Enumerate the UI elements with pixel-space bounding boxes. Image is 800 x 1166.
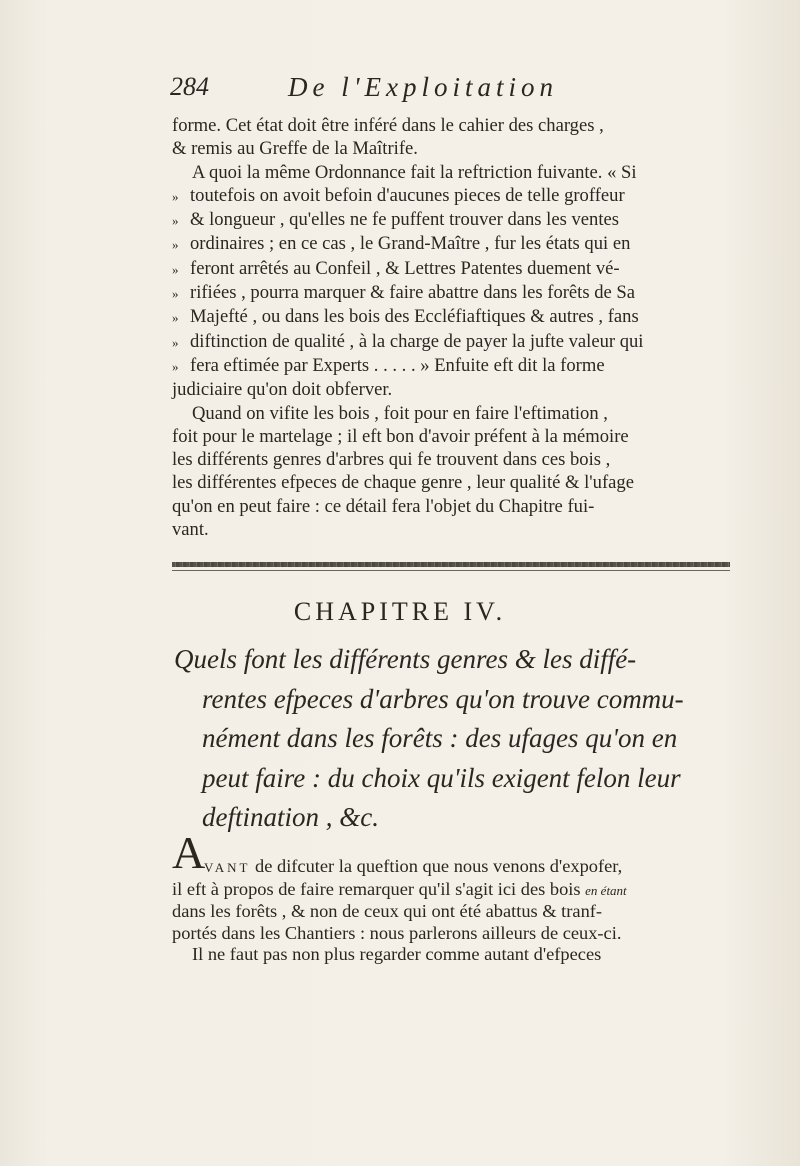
quote-mark: » [172,286,179,302]
running-title: De l'Exploitation [288,72,558,102]
text-line: feront arrêtés au Confeil , & Lettres Patentes duement vé- [190,257,620,279]
quote-mark: » [172,261,179,277]
text-line: forme. Cet état doit être inféré dans le cahier des charges , [172,115,604,136]
text-line: fera eftimée par Experts . . . . . » Enfuite eft dit la forme [190,354,605,376]
text-line: les différents genres d'arbres qui fe trouvent dans ces bois , [172,449,611,471]
text-line: les différentes efpeces de chaque genre , leur qualité & l'ufage [172,472,634,494]
italic-note: en étant [585,882,627,898]
quote-mark: » [172,334,179,350]
chapter-heading: CHAPITRE IV. [293,597,507,626]
text-line: de difcuter la queftion que nous venons d'expofer, [255,856,623,876]
text-line: toutefois on avoit befoin d'aucunes pieces de telle groffeur [190,184,625,206]
text-line: ordinaires ; en ce cas , le Grand-Maître , fur les états qui en [190,233,631,255]
text-line: dans les forêts , & non de ceux qui ont été abattus & tranf- [172,901,603,921]
text-line: qu'on en peut faire : ce détail fera l'objet du Chapitre fui- [172,495,595,517]
text-line: judiciaire qu'on doit obferver. [172,379,393,401]
quote-mark: » [172,188,179,204]
divider [172,570,730,571]
quote-mark: » [172,358,179,374]
subtitle-line: peut faire : du choix qu'ils exigent felon leur [202,762,681,793]
text-line: Quand on vifite les bois , foit pour en faire l'eftimation , [192,402,608,424]
opening-paragraph [172,856,732,966]
subtitle-line: rentes efpeces d'arbres qu'on trouve commu- [202,683,684,714]
page-number: 284 [170,72,209,101]
text-line: vant. [172,519,209,541]
quote-mark: » [172,310,179,326]
subtitle-line: Quels font les différents genres & les diffé- [174,644,637,674]
text-line: il eft à propos de faire remarquer qu'il s'agit ici des bois [172,878,581,899]
chapter-subtitle [174,640,734,838]
text-line: portés dans les Chantiers : nous parlerons ailleurs de ceux-ci. [172,922,622,943]
text-line: rifiées , pourra marquer & faire abattre dans les forêts de Sa [190,282,636,304]
quote-mark: » [172,237,179,253]
text-line: diftinction de qualité , à la charge de payer la jufte valeur qui [190,330,644,352]
text-line: & longueur , qu'elles ne fe puffent trouver dans les ventes [190,209,619,231]
text-line: & remis au Greffe de la Maîtrife. [172,138,418,160]
text-line: foit pour le martelage ; il eft bon d'avoir préfent à la mémoire [172,425,629,447]
text-line: A quoi la même Ordonnance fait la reftriction fuivante. « Si [192,161,637,183]
text-line: Il ne faut pas non plus regarder comme autant d'efpeces [192,944,602,964]
subtitle-line: nément dans les forêts : des ufages qu'on en [202,723,678,753]
drop-cap: A [172,827,206,878]
body-text [172,114,732,541]
text-line: Majefté , ou dans les bois des Eccléfiaftiques & autres , fans [190,306,639,328]
small-caps-word: VANT [204,860,251,875]
quote-mark: » [172,213,179,229]
subtitle-line: deftination , &c. [202,802,379,832]
running-head [170,72,730,112]
ornamental-rule [172,562,730,567]
